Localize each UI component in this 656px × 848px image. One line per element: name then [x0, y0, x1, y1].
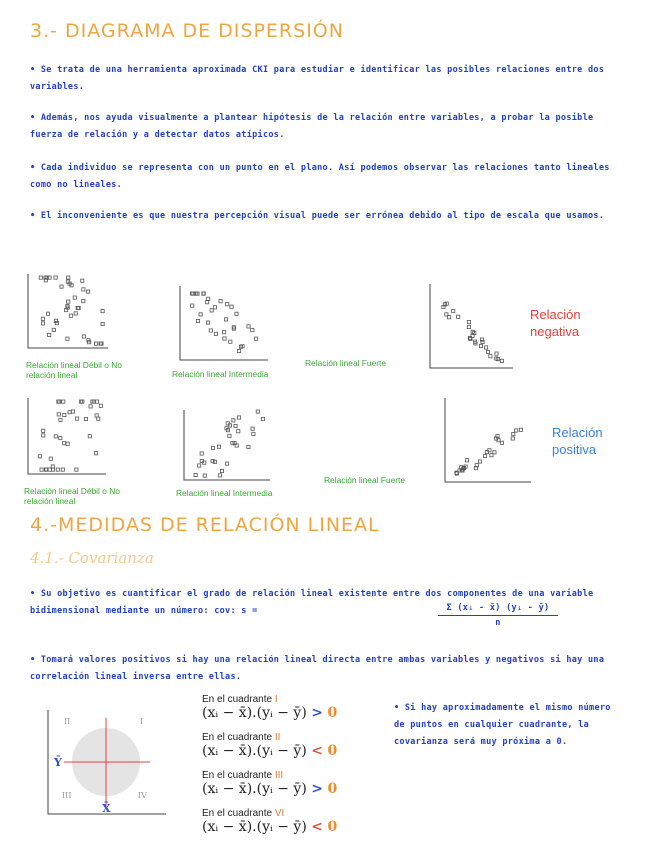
q4-expr: (xᵢ − x̄).(yᵢ − ȳ): [202, 819, 312, 835]
quadrant-list: [202, 694, 337, 846]
scatter-dot: [489, 355, 492, 358]
scatter-dot: [99, 404, 102, 407]
scatter-dot: [101, 310, 104, 313]
scatter-dot: [495, 352, 498, 355]
scatter-dot: [74, 312, 77, 315]
scatter-dot: [69, 314, 72, 317]
quadrant-diagram: [40, 706, 170, 824]
scatter-dot: [66, 442, 69, 445]
plot-mid-neg-axes: [180, 286, 268, 360]
scatter-dot: [55, 322, 58, 325]
scatter-dot: [100, 342, 103, 345]
quadrant-1-formula: [202, 705, 337, 721]
quadrant-entry-1: [202, 694, 337, 732]
scatter-dot: [41, 322, 44, 325]
q3-num: III: [274, 770, 284, 781]
cov-bullet-1-text: Su objetivo es cuantificar el grado de relación lineal existente entre dos componentes de una variable bidimensional mediante un número:: [30, 589, 594, 616]
scatter-dot: [95, 414, 98, 417]
scatter-dot: [73, 296, 76, 299]
scatter-dot: [223, 337, 226, 340]
cov-bullet-2-text: Tomará valores positivos si hay una relación lineal directa entre ambas variables y negativos si hay una correlación lineal inversa entre ellas.: [30, 655, 605, 682]
scatter-dot: [59, 437, 62, 440]
scatter-dot: [230, 305, 233, 308]
label-weak-neg: Relación lineal Débil o No relación lineal: [26, 360, 122, 380]
scatter-dot: [237, 416, 240, 419]
scatter-dot: [228, 434, 231, 437]
label-mid-pos: Relación lineal Intermedia: [176, 488, 273, 498]
scatter-dot: [487, 350, 490, 353]
scatter-dot: [217, 445, 220, 448]
scatter-dot: [219, 300, 222, 303]
section-3-title: 3.- DIAGRAMA DE DISPERSIÓN: [30, 20, 344, 42]
scatter-dot: [457, 315, 460, 318]
scatter-dot: [226, 462, 229, 465]
scatter-dot: [63, 442, 66, 445]
scatter-dot: [39, 276, 42, 279]
q3-zero: 0: [327, 781, 338, 797]
scatter-dot: [211, 446, 214, 449]
quadrant-3-title: [202, 770, 337, 781]
bullet-3: • Cada individuo se representa con un punto en el plano. Así podemos observar las relaciones tanto lineales como no lineales.: [30, 163, 610, 190]
positive-relation-label: Relación positiva: [552, 425, 603, 457]
scatter-dot: [213, 306, 216, 309]
scatter-dot: [57, 413, 60, 416]
side-note: • Si hay aproximadamente el mismo número de puntos en cualquier cuadrante, la covarianza será muy próxima a 0.: [394, 703, 611, 747]
scatter-dot: [206, 301, 209, 304]
scatter-dot: [58, 400, 61, 403]
scatter-dot: [97, 417, 100, 420]
scatter-dot: [52, 328, 55, 331]
scatter-dot: [485, 346, 488, 349]
scatter-dot: [207, 297, 210, 300]
q2-zero: 0: [327, 743, 338, 759]
cov-formula-numerator: Σ (xᵢ - x̄) (yᵢ - ȳ): [438, 602, 558, 616]
label-weak-pos: Relación lineal Débil o No relación lineal: [24, 486, 120, 506]
scatter-dot: [67, 276, 70, 279]
scatter-dot: [452, 310, 455, 313]
scatter-dot: [223, 331, 226, 334]
scatter-dot: [251, 427, 254, 430]
q1-sign: >: [311, 705, 323, 721]
q4-zero: 0: [327, 819, 338, 835]
scatter-dot: [500, 359, 503, 362]
scatter-dot: [231, 442, 234, 445]
scatter-dot: [82, 288, 85, 291]
scatter-dot: [226, 422, 229, 425]
q2-num: II: [274, 732, 281, 743]
scatter-dot: [56, 468, 59, 471]
scatter-dot: [234, 424, 237, 427]
ybar-label: Ȳ: [54, 756, 62, 769]
q3-sign: >: [311, 781, 323, 797]
scatter-dot: [81, 400, 84, 403]
cov-formula-denominator: n: [495, 618, 501, 628]
q2-expr: (xᵢ − x̄).(yᵢ − ȳ): [202, 743, 312, 759]
scatter-dot: [99, 342, 102, 345]
quadrant-4-formula: [202, 819, 337, 835]
scatter-dot: [220, 469, 223, 472]
covariance-subtitle: 4.1.- Covarianza: [30, 549, 154, 567]
side-note-text: Si hay aproximadamente el mismo número de puntos en cualquier cuadrante, la covarianza será muy próxima a 0.: [394, 703, 611, 747]
scatter-dot: [46, 312, 49, 315]
scatter-dot: [80, 400, 83, 403]
quadrant-ii-label: II: [64, 717, 71, 726]
scatter-dot: [41, 317, 44, 320]
scatter-dot: [251, 329, 254, 332]
scatter-dot: [59, 418, 62, 421]
scatter-dot: [479, 344, 482, 347]
scatter-dot: [81, 279, 84, 282]
scatter-dot: [226, 303, 229, 306]
scatter-dot: [465, 459, 468, 462]
scatter-dot: [42, 429, 45, 432]
q1-title-text: En el cuadrante: [202, 694, 275, 705]
scatter-dot: [95, 452, 98, 455]
scatter-dot: [500, 441, 503, 444]
scatter-dot: [237, 430, 240, 433]
scatter-dot: [76, 417, 79, 420]
scatter-dot: [238, 349, 241, 352]
bullet-4-text: El inconveniente es que nuestra percepción visual puede ser errónea debido al tipo de escala que usamos.: [40, 211, 605, 221]
scatter-dot: [82, 335, 85, 338]
scatter-dot: [232, 419, 235, 422]
label-strong-neg: Relación lineal Fuerte: [305, 358, 387, 368]
label-strong-pos: Relación lineal Fuerte: [324, 475, 406, 485]
quadrant-3-formula: [202, 781, 337, 797]
scatter-dot: [478, 460, 481, 463]
plot-mid-pos-axes: [184, 410, 270, 480]
scatter-dot: [48, 333, 51, 336]
quadrant-iii-label: III: [62, 791, 72, 800]
scatter-dot: [87, 290, 90, 293]
quadrant-1-title: [202, 694, 337, 705]
scatter-dot: [54, 319, 57, 322]
scatter-dot: [252, 432, 255, 435]
scatter-dot: [54, 276, 57, 279]
scatter-dot: [71, 410, 74, 413]
scatter-plots: [0, 260, 656, 510]
scatter-dot: [209, 329, 212, 332]
q1-expr: (xᵢ − x̄).(yᵢ − ȳ): [202, 705, 312, 721]
scatter-dot: [57, 400, 60, 403]
scatter-dot: [94, 342, 97, 345]
quadrant-iv-label: IV: [138, 791, 147, 800]
quadrant-entry-2: [202, 732, 337, 770]
scatter-dot: [256, 410, 259, 413]
scatter-dot: [200, 452, 203, 455]
scatter-dot: [95, 400, 98, 403]
plot-weak-pos-axes: [28, 398, 106, 474]
scatter-dot: [66, 337, 69, 340]
quadrant-2-title: [202, 732, 337, 743]
scatter-dot: [207, 321, 210, 324]
bullet-2-text: Además, nos ayuda visualmente a plantear hipótesis de la relación entre variables, a probar la posible fuerza de relación y a detectar datos atípicos.: [30, 113, 594, 140]
scatter-dot: [88, 435, 91, 438]
quadrant-i-label: I: [140, 717, 144, 726]
scatter-dot: [247, 445, 250, 448]
scatter-dot: [247, 325, 250, 328]
scatter-dot: [203, 474, 206, 477]
cov-label: cov: s =: [214, 606, 258, 616]
scatter-dot: [199, 313, 202, 316]
q2-title-text: En el cuadrante: [202, 732, 275, 743]
scatter-dot: [210, 309, 213, 312]
bullet-3-text: Cada individuo se representa con un punto en el plano. Así podemos observar las relaciones tanto lineales como no lineales.: [30, 163, 610, 190]
scatter-dot: [75, 468, 78, 471]
scatter-dot: [40, 468, 43, 471]
q2-sign: <: [311, 743, 323, 759]
cov-bullet-2: • Tomará valores positivos si hay una relación lineal directa entre ambas variables y negativos si hay una correlación lineal inversa entre ellas.: [30, 655, 605, 682]
scatter-dot: [194, 473, 197, 476]
scatter-dot: [467, 320, 470, 323]
scatter-dot: [60, 285, 63, 288]
cov-formula: [438, 602, 558, 630]
scatter-dot: [82, 300, 85, 303]
scatter-dot: [42, 434, 45, 437]
scatter-dot: [255, 337, 258, 340]
q4-num: VI: [274, 808, 285, 819]
quadrant-entry-3: [202, 770, 337, 808]
quadrant-entry-4: [202, 808, 337, 846]
q4-sign: <: [311, 819, 323, 835]
scatter-dot: [235, 312, 238, 315]
scatter-dot: [483, 455, 486, 458]
plot-strong-neg-axes: [430, 284, 513, 368]
q1-num: I: [274, 694, 278, 705]
q1-zero: 0: [327, 705, 338, 721]
bullet-4: • El inconveniente es que nuestra percepción visual puede ser errónea debido al tipo de escala que usamos.: [30, 211, 605, 221]
scatter-dot: [515, 429, 518, 432]
scatter-dot: [49, 457, 52, 460]
scatter-dot: [229, 340, 232, 343]
scatter-dot: [261, 418, 264, 421]
bullet-1-text: Se trata de una herramienta aproximada CKI para estudiar e identificar las posibles relaciones entre dos variables.: [30, 65, 605, 92]
scatter-dot: [84, 417, 87, 420]
scatter-dot: [467, 325, 470, 328]
scatter-dot: [101, 322, 104, 325]
scatter-dot: [519, 428, 522, 431]
scatter-dot: [198, 464, 201, 467]
scatter-dot: [512, 433, 515, 436]
scatter-dot: [224, 318, 227, 321]
scatter-dot: [218, 474, 221, 477]
scatter-dot: [54, 435, 57, 438]
q4-title-text: En el cuadrante: [202, 808, 275, 819]
quadrant-4-title: [202, 808, 337, 819]
scatter-dot: [68, 411, 71, 414]
cov-bullet-1: • Su objetivo es cuantificar el grado de relación lineal existente entre dos componentes de una variable bidimensional mediante un número: cov: s =: [30, 589, 594, 616]
scatter-dot: [511, 437, 514, 440]
scatter-dot: [214, 332, 217, 335]
quadrant-2-formula: [202, 743, 337, 759]
scatter-dot: [38, 455, 41, 458]
scatter-dot: [196, 319, 199, 322]
negative-relation-label: Relación negativa: [530, 307, 581, 339]
scatter-dot: [61, 468, 64, 471]
label-mid-neg: Relación lineal Intermedia: [172, 369, 269, 379]
bullet-1: • Se trata de una herramienta aproximada CKI para estudiar e identificar las posibles relaciones entre dos variables.: [30, 65, 605, 92]
xbar-label: X̄: [102, 802, 111, 815]
bullet-2: • Además, nos ayuda visualmente a plantear hipótesis de la relación entre variables, a probar la posible fuerza de relación y a detectar datos atípicos.: [30, 113, 594, 140]
scatter-dot: [63, 413, 66, 416]
scatter-dot: [191, 304, 194, 307]
q3-expr: (xᵢ − x̄).(yᵢ − ȳ): [202, 781, 312, 797]
q3-title-text: En el cuadrante: [202, 770, 275, 781]
section-4-title: 4.-MEDIDAS DE RELACIÓN LINEAL: [30, 514, 380, 536]
scatter-dot: [62, 400, 65, 403]
scatter-dot: [89, 405, 92, 408]
scatter-dot: [67, 300, 70, 303]
